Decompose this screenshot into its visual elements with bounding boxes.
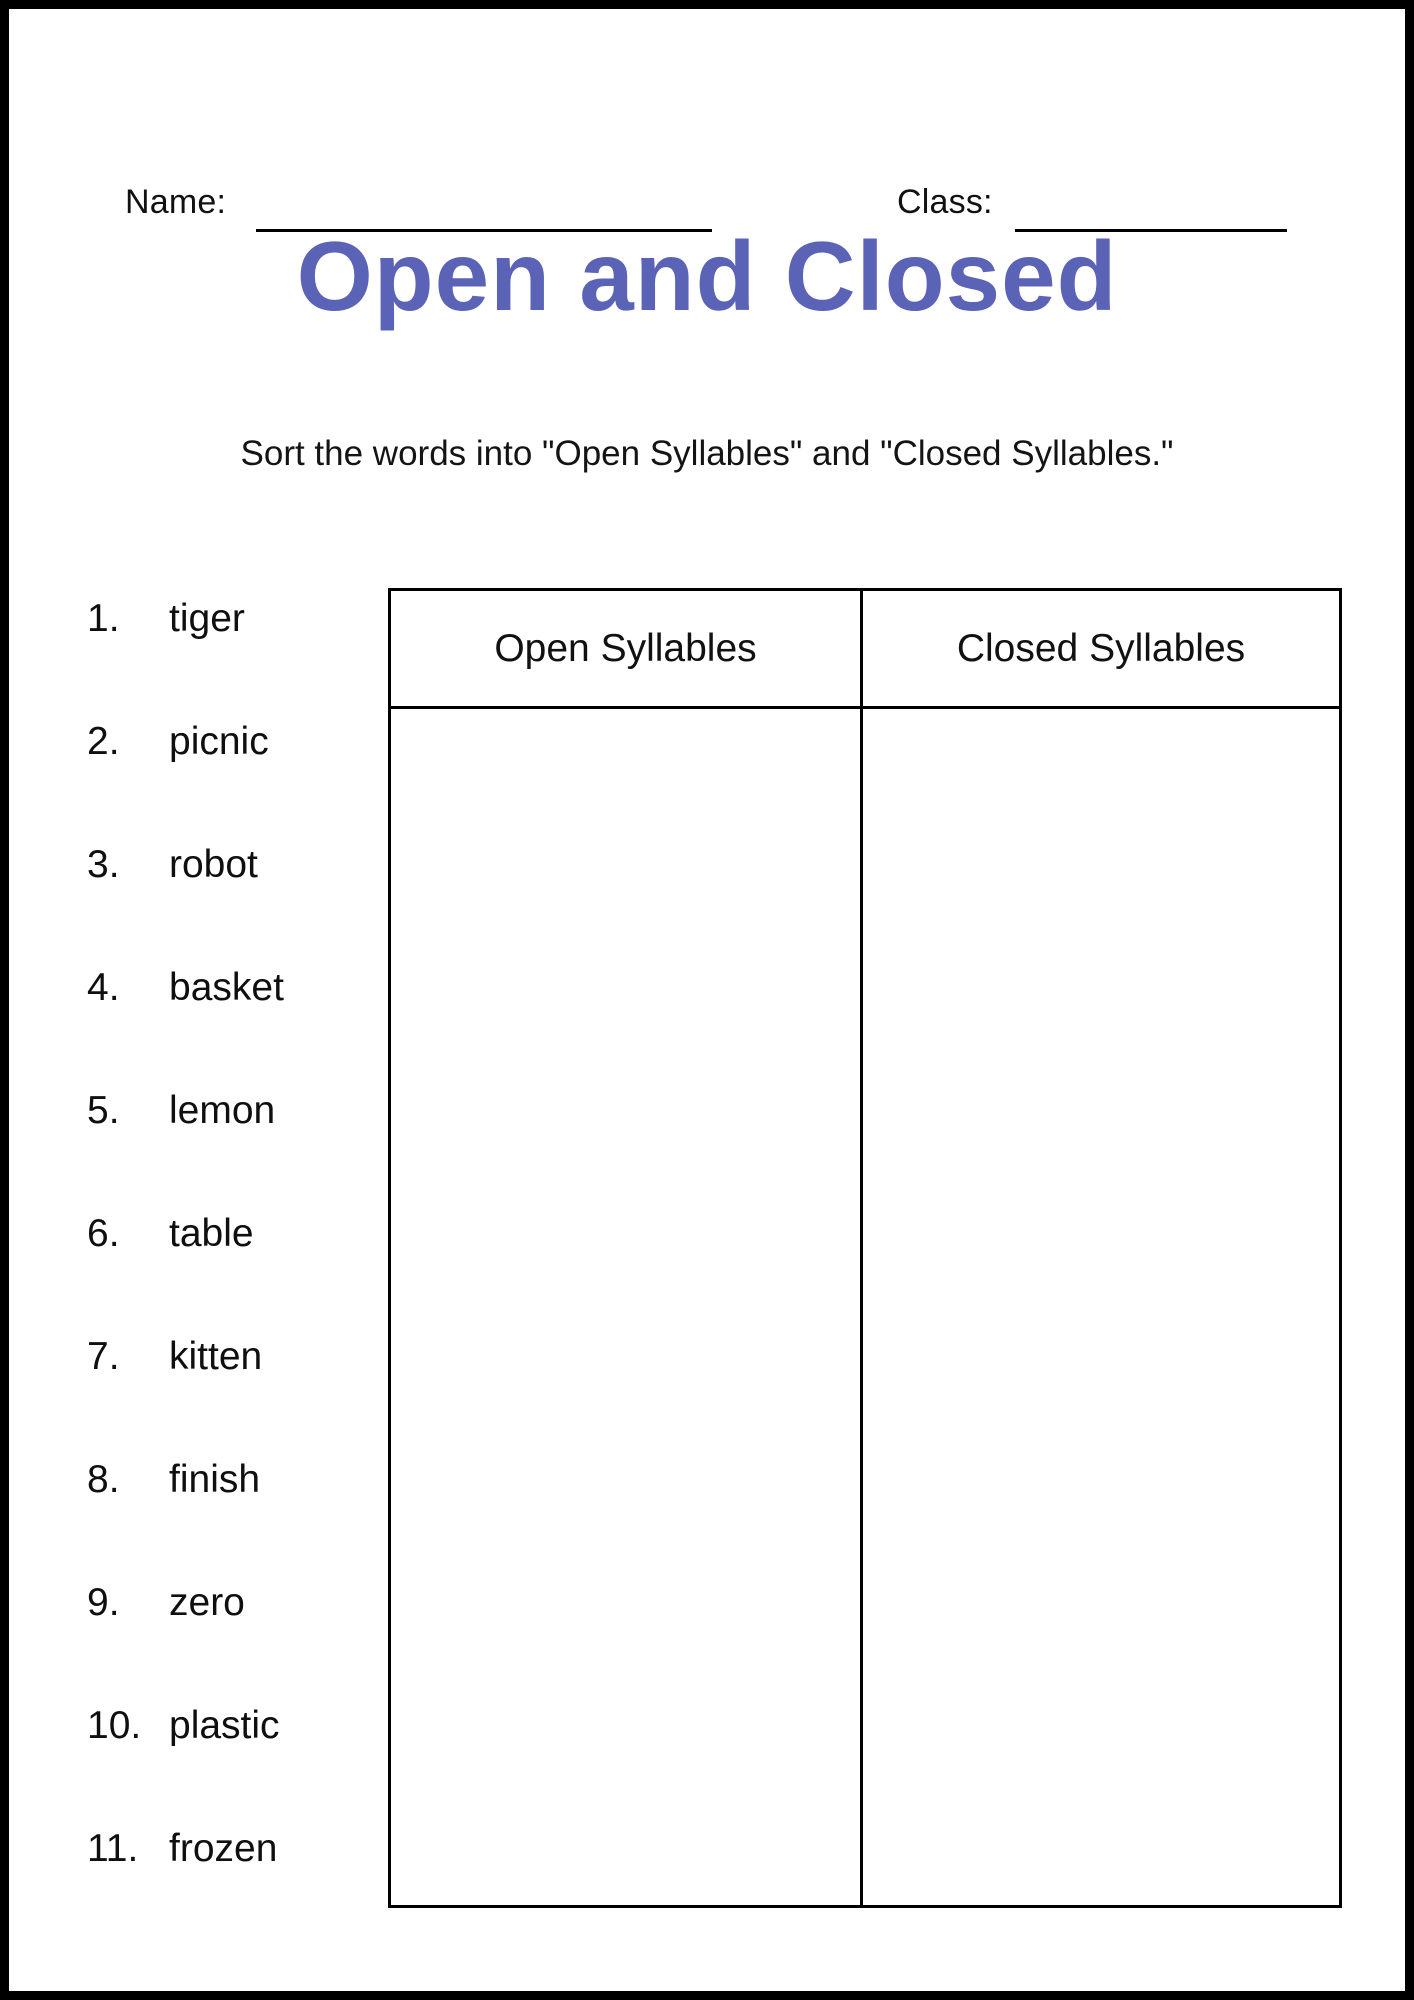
class-label: Class:	[897, 183, 993, 221]
list-item	[87, 1704, 387, 1827]
word-number: 10.	[87, 1704, 142, 1747]
word-number: 2.	[87, 720, 120, 763]
word-text: table	[169, 1212, 254, 1255]
word-text: picnic	[169, 720, 269, 763]
list-item	[87, 1581, 387, 1704]
list-item	[87, 843, 387, 966]
word-number: 5.	[87, 1089, 120, 1132]
sorting-table	[388, 588, 1342, 1908]
closed-syllables-answer-area[interactable]	[863, 709, 1339, 1905]
word-number: 11.	[87, 1827, 139, 1870]
word-text: basket	[169, 966, 284, 1009]
word-text: zero	[169, 1581, 245, 1624]
word-text: plastic	[169, 1704, 280, 1747]
name-label: Name:	[125, 183, 227, 221]
word-list	[87, 597, 387, 1950]
column-header-closed-label: Closed Syllables	[956, 626, 1246, 670]
word-text: lemon	[169, 1089, 276, 1132]
word-text: tiger	[169, 597, 245, 640]
table-body-row	[391, 709, 1339, 1905]
word-number: 3.	[87, 843, 120, 886]
open-syllables-cell[interactable]	[391, 709, 863, 1905]
instructions-text: Sort the words into "Open Syllables" and "Closed Syllables."	[240, 434, 1174, 473]
word-number: 8.	[87, 1458, 120, 1501]
list-item	[87, 1827, 387, 1950]
open-syllables-answer-area[interactable]	[391, 709, 860, 1905]
word-number: 9.	[87, 1581, 120, 1624]
word-number: 4.	[87, 966, 120, 1009]
worksheet-sheet	[9, 9, 1405, 1991]
word-text: frozen	[169, 1827, 278, 1870]
list-item	[87, 966, 387, 1089]
list-item	[87, 1089, 387, 1212]
word-text: robot	[169, 843, 258, 886]
word-number: 1.	[87, 597, 120, 640]
word-text: finish	[169, 1458, 261, 1501]
word-text: kitten	[169, 1335, 263, 1378]
column-header-open	[391, 591, 863, 706]
list-item	[87, 1335, 387, 1458]
list-item	[87, 1458, 387, 1581]
word-number: 7.	[87, 1335, 120, 1378]
closed-syllables-cell[interactable]	[863, 709, 1339, 1905]
column-header-closed	[863, 591, 1339, 706]
word-number: 6.	[87, 1212, 120, 1255]
student-info-row	[9, 91, 1405, 221]
list-item	[87, 1212, 387, 1335]
list-item	[87, 720, 387, 843]
column-header-open-label: Open Syllables	[494, 626, 757, 670]
table-header-row	[391, 591, 1339, 709]
page-title: Open and Closed	[296, 221, 1118, 331]
list-item	[87, 597, 387, 720]
